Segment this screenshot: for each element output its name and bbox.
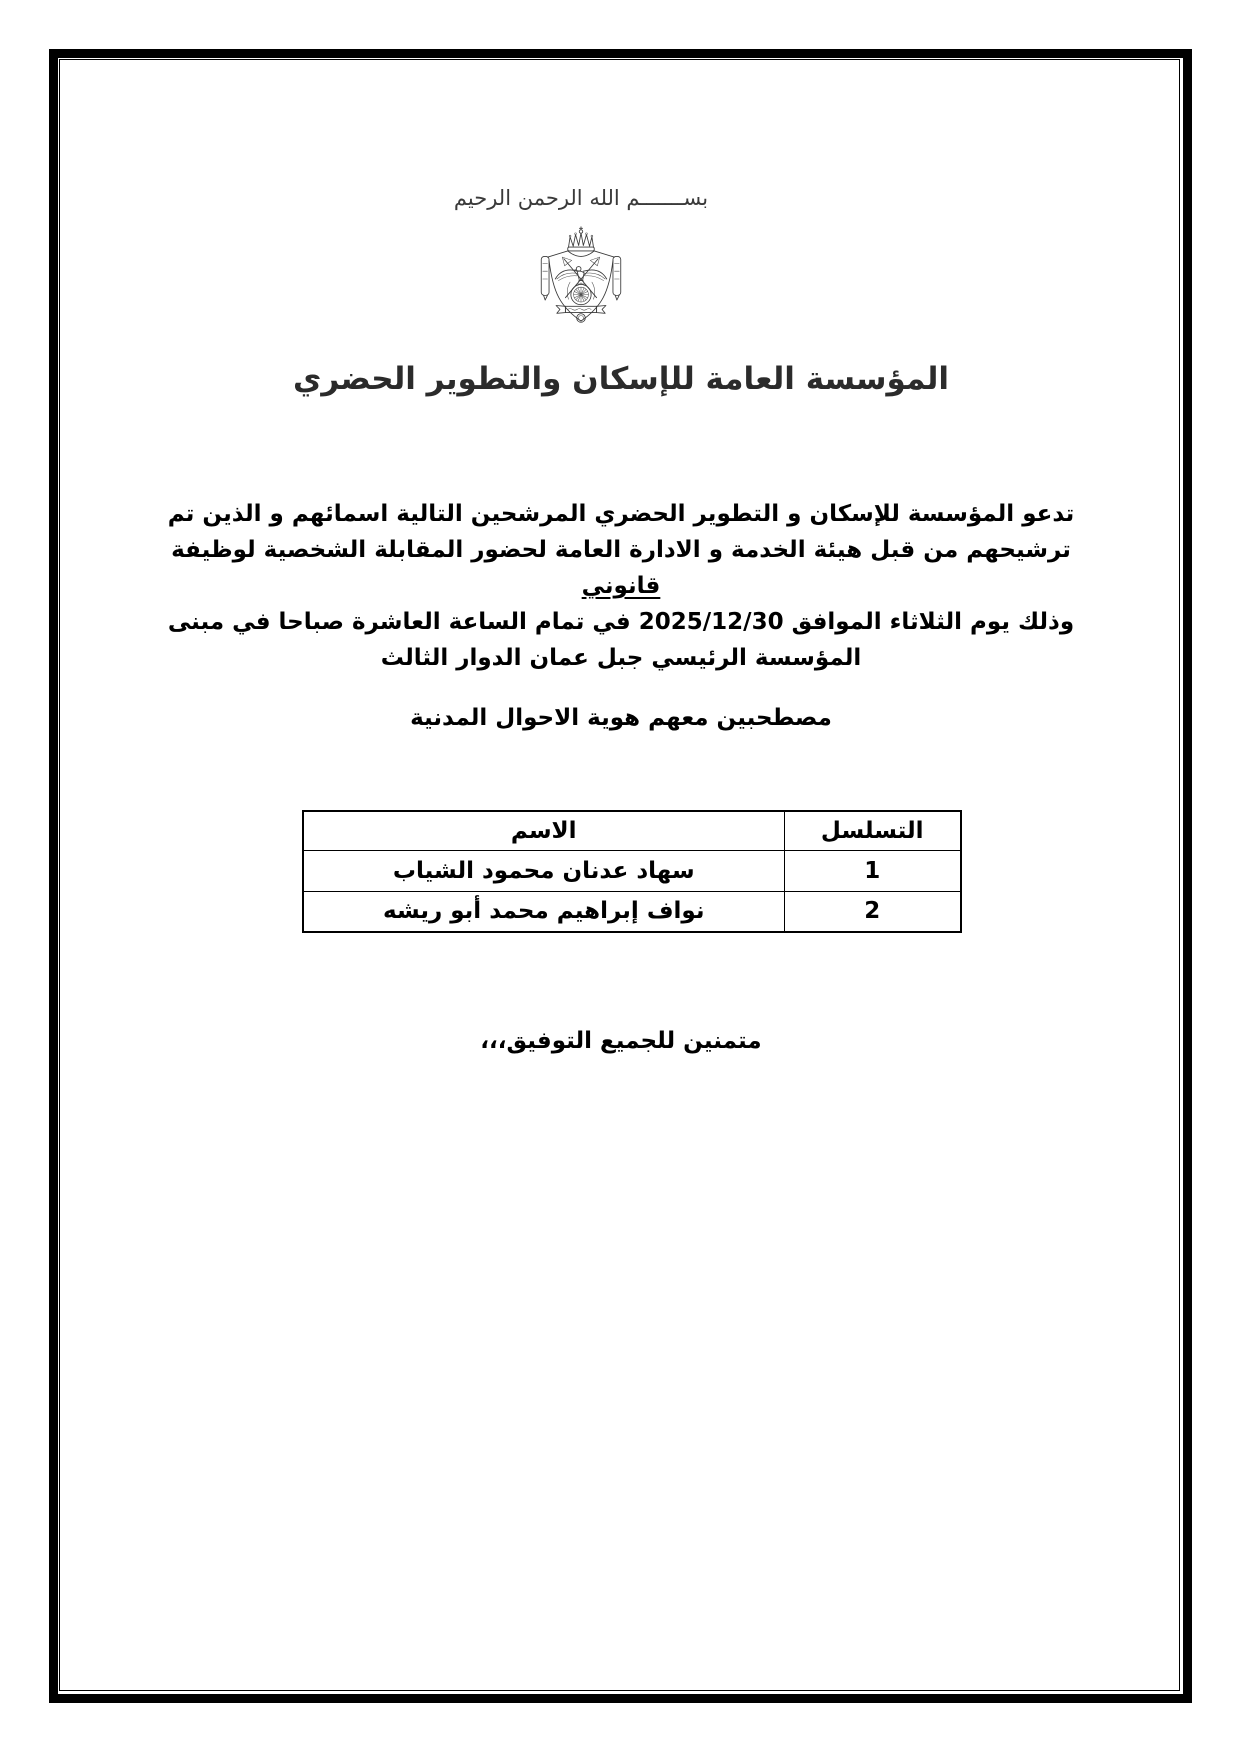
job-title-text: قانوني — [581, 573, 661, 599]
bring-id-line: مصطحبين معهم هوية الاحوال المدنية — [410, 705, 832, 731]
invitation-paragraph — [61, 496, 1181, 676]
table-row — [303, 891, 961, 932]
interview-date-line: وذلك يوم الثلاثاء الموافق 2025/12/30 في تمام الساعة العاشرة صباحا في مبنى — [167, 609, 1075, 635]
coat-of-arms-emblem — [534, 226, 628, 332]
invitation-line-2: ترشيحهم من قبل هيئة الخدمة و الادارة العامة لحضور المقابلة الشخصية لوظيفة — [171, 537, 1071, 563]
candidate-name: سهاد عدنان محمود الشياب — [303, 850, 784, 891]
org-name-calligraphy: المؤسسة العامة للإسكان والتطوير الحضري — [292, 361, 950, 397]
table-row — [303, 850, 961, 891]
name-column-header: الاسم — [303, 811, 784, 850]
candidate-name: نواف إبراهيم محمد أبو ريشه — [303, 891, 784, 932]
location-line: المؤسسة الرئيسي جبل عمان الدوار الثالث — [380, 645, 862, 671]
invitation-line-1: تدعو المؤسسة للإسكان و التطوير الحضري المرشحين التالية اسمائهم و الذين تم — [167, 501, 1075, 527]
candidate-serial: 1 — [784, 850, 961, 891]
bismillah-calligraphy: بســـــــم الله الرحمن الرحيم — [453, 186, 709, 210]
candidate-serial: 2 — [784, 891, 961, 932]
serial-column-header: التسلسل — [784, 811, 961, 850]
candidates-table-container — [61, 810, 1181, 933]
table-header-row — [303, 811, 961, 850]
closing-line: متمنين للجميع التوفيق،،، — [480, 1028, 762, 1054]
document-content — [61, 60, 1181, 1693]
candidates-table — [302, 810, 962, 933]
